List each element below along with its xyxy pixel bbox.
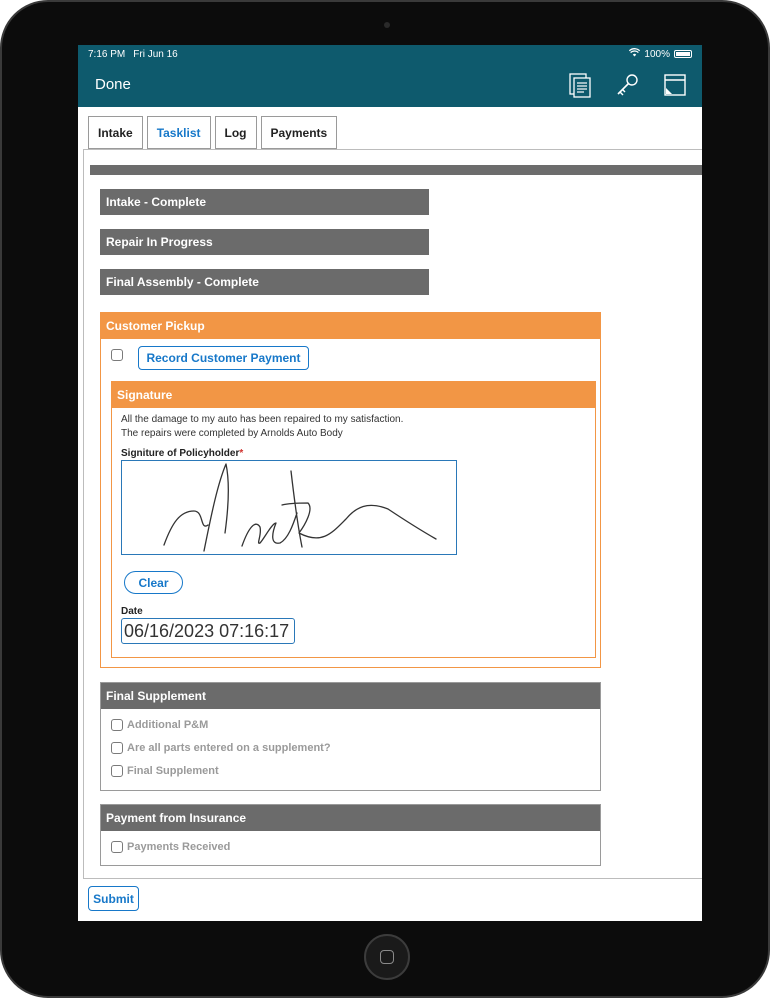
- home-button[interactable]: [364, 934, 410, 980]
- tab-intake[interactable]: Intake: [88, 116, 143, 149]
- checklist-item-parts-entered[interactable]: [111, 742, 331, 754]
- checkbox-label: Additional P&M: [127, 719, 209, 731]
- submit-button[interactable]: Submit: [88, 886, 139, 911]
- checklist-item-final-supplement[interactable]: [111, 765, 219, 777]
- status-bar: [78, 45, 702, 63]
- camera: [384, 22, 390, 28]
- tab-payments[interactable]: Payments: [261, 116, 338, 149]
- checkbox[interactable]: [111, 719, 123, 731]
- signature-panel: [111, 381, 596, 658]
- nav-bar: [78, 63, 702, 107]
- checkbox[interactable]: [111, 742, 123, 754]
- section-repair-in-progress[interactable]: Repair In Progress: [100, 229, 429, 255]
- final-supplement-title[interactable]: Final Supplement: [101, 683, 600, 709]
- date-field[interactable]: 06/16/2023 07:16:17: [121, 618, 295, 644]
- checkbox-label: Payments Received: [127, 841, 231, 853]
- app-screen: [78, 45, 702, 921]
- payment-from-insurance-title[interactable]: Payment from Insurance: [101, 805, 600, 831]
- tab-tasklist[interactable]: Tasklist: [147, 116, 211, 149]
- required-mark: *: [239, 448, 244, 459]
- signature-pad[interactable]: [121, 460, 457, 555]
- record-payment-checkbox[interactable]: [111, 349, 123, 361]
- header-divider: [90, 165, 702, 175]
- clear-signature-button[interactable]: Clear: [124, 571, 183, 594]
- customer-pickup-title[interactable]: Customer Pickup: [101, 313, 600, 339]
- tab-bar: [88, 116, 337, 149]
- checkbox-label: Are all parts entered on a supplement?: [127, 742, 331, 754]
- signature-label-text: Signiture of Policyholder: [121, 448, 240, 459]
- date-label: Date: [121, 606, 143, 617]
- status-date: Fri Jun 16: [133, 48, 178, 60]
- handwritten-signature: [122, 461, 458, 556]
- checklist-item-payments-received[interactable]: [111, 841, 230, 853]
- payment-from-insurance-panel: [100, 804, 601, 866]
- home-icon: [380, 950, 394, 964]
- signature-statement-line-2: The repairs were completed by Arnolds Auto Body: [121, 428, 343, 439]
- final-supplement-panel: [100, 682, 601, 791]
- section-intake-complete[interactable]: Intake - Complete: [100, 189, 429, 215]
- checkbox[interactable]: [111, 765, 123, 777]
- signature-title: Signature: [112, 382, 595, 408]
- signature-field-label: [121, 448, 243, 459]
- checklist-item-additional-pm[interactable]: [111, 719, 208, 731]
- battery-icon: [674, 50, 692, 58]
- key-icon[interactable]: [613, 71, 641, 99]
- window-icon[interactable]: [661, 71, 689, 99]
- section-final-assembly-complete[interactable]: Final Assembly - Complete: [100, 269, 429, 295]
- customer-pickup-panel: [100, 312, 601, 668]
- wifi-icon: [629, 48, 640, 60]
- checkbox-label: Final Supplement: [127, 765, 219, 777]
- battery-percent: 100%: [644, 48, 670, 60]
- record-customer-payment-button[interactable]: Record Customer Payment: [138, 346, 309, 370]
- status-time: 7:16 PM: [88, 48, 126, 60]
- checkbox[interactable]: [111, 841, 123, 853]
- document-icon[interactable]: [565, 71, 593, 99]
- done-button[interactable]: Done: [95, 76, 131, 93]
- signature-statement-line-1: All the damage to my auto has been repaired to my satisfaction.: [121, 414, 404, 425]
- tab-log[interactable]: Log: [215, 116, 257, 149]
